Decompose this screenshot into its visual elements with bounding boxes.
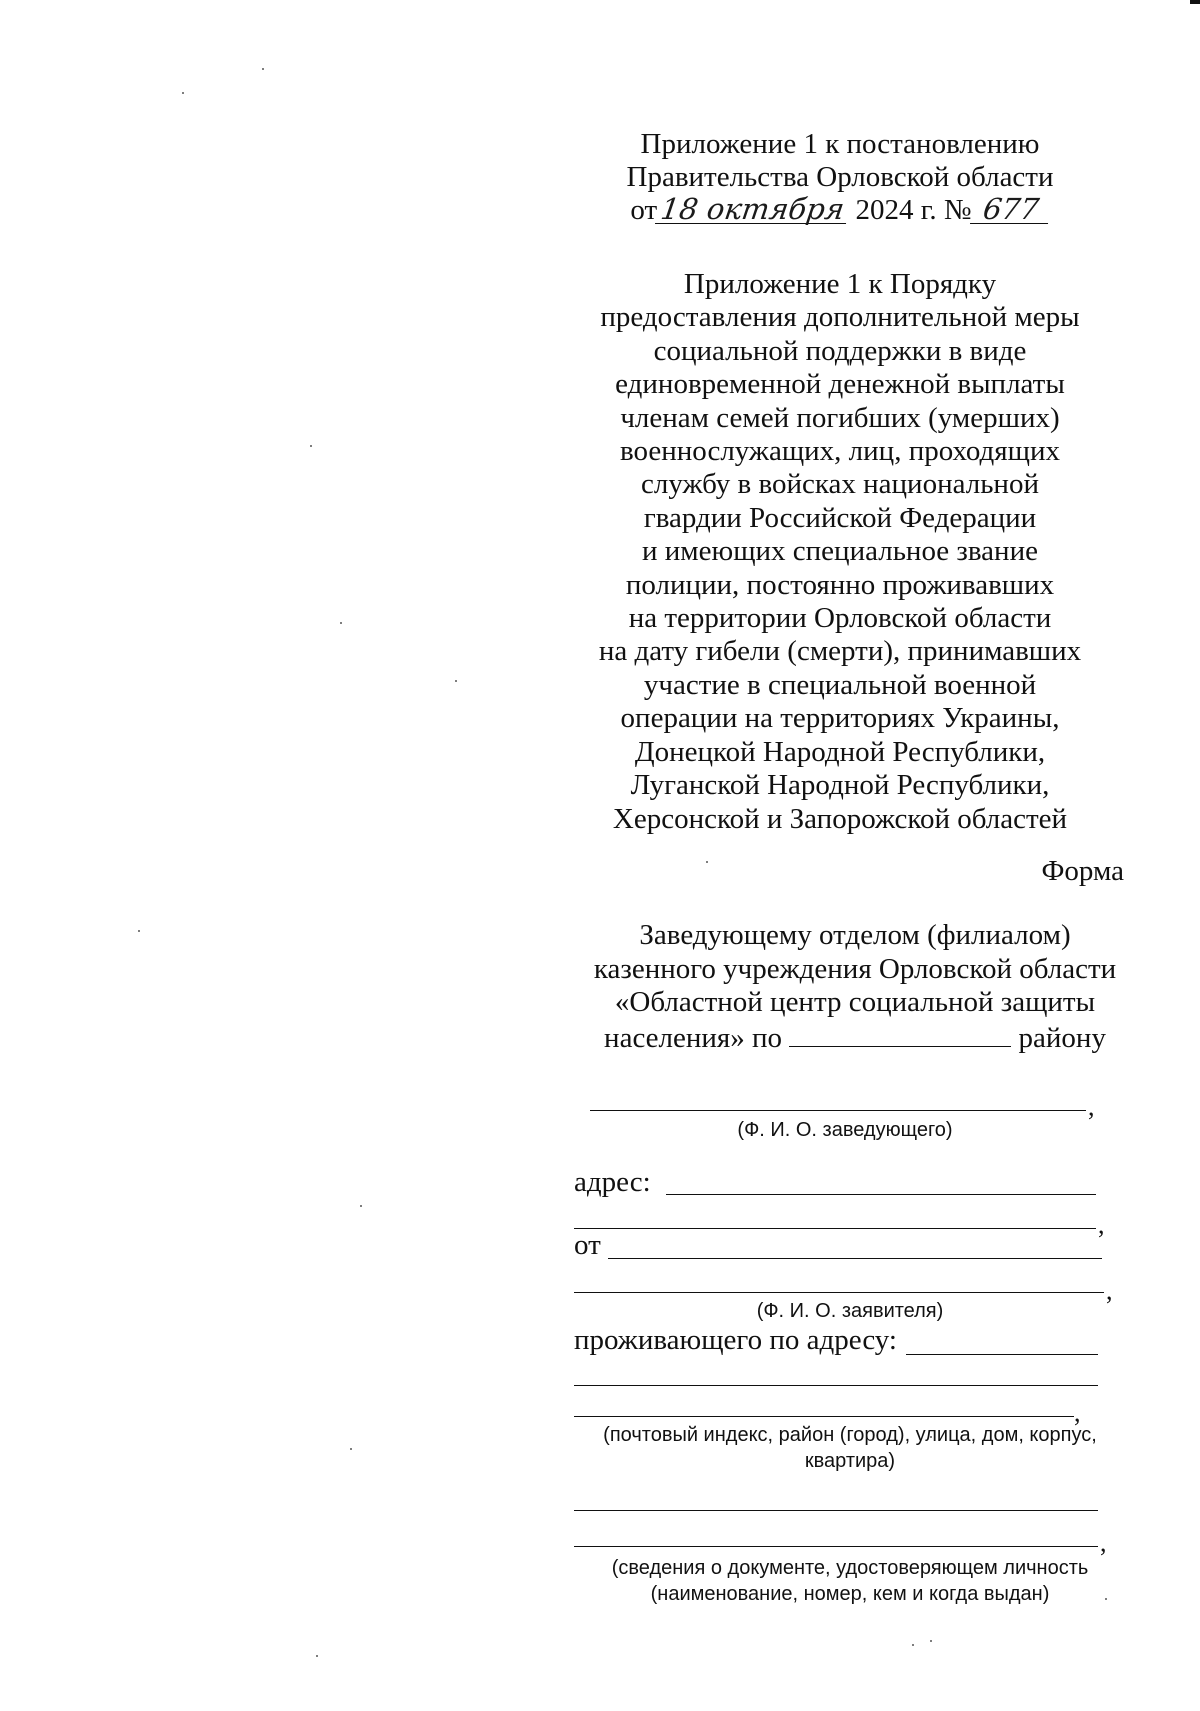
- comma: ,: [1100, 1528, 1107, 1557]
- scan-speck: [706, 861, 708, 863]
- header-date-line: [630, 194, 1049, 227]
- address-label: адрес:: [574, 1166, 651, 1198]
- id-caption-line-2: (наименование, номер, кем и когда выдан): [650, 1583, 1050, 1605]
- order-line: операции на территориях Украины,: [620, 702, 1060, 735]
- residence-field[interactable]: [906, 1354, 1098, 1355]
- date-prefix: от: [630, 194, 658, 226]
- scan-speck: [455, 680, 457, 682]
- order-line: военнослужащих, лиц, проходящих: [619, 435, 1060, 468]
- scan-speck: [930, 1640, 932, 1642]
- address-field[interactable]: [666, 1194, 1096, 1195]
- order-line: членам семей погибших (умерших): [620, 401, 1060, 434]
- applicant-caption: (Ф. И. О. заявителя): [756, 1300, 944, 1322]
- comma: ,: [1074, 1398, 1081, 1427]
- applicant-name-field[interactable]: [608, 1258, 1102, 1259]
- addressee-line-4: [570, 1020, 1140, 1056]
- scan-speck: [316, 1655, 318, 1657]
- order-line: Херсонской и Запорожской областей: [612, 802, 1068, 835]
- order-line: социальной поддержки в виде: [653, 334, 1027, 367]
- addressee-line-4-suffix: району: [1018, 1021, 1106, 1054]
- form-label: Форма: [1041, 855, 1124, 887]
- addressee-line-4-prefix: населения» по: [604, 1021, 783, 1054]
- applicant-name-field-line-2[interactable]: [574, 1292, 1104, 1293]
- order-line: Луганской Народной Республики,: [630, 769, 1050, 802]
- postal-caption-line-2: квартира): [804, 1450, 896, 1472]
- residence-field-line-3[interactable]: [574, 1416, 1074, 1417]
- addressee-block: [570, 919, 1140, 1055]
- header-line-2: Правительства Орловской области: [626, 161, 1054, 193]
- scan-speck: [310, 445, 312, 447]
- comma: ,: [1098, 1210, 1105, 1239]
- comma: ,: [1106, 1276, 1113, 1305]
- handwritten-number: 677: [970, 195, 1052, 224]
- header-line-1: Приложение 1 к постановлению: [640, 128, 1040, 160]
- head-name-caption: (Ф. И. О. заведующего): [737, 1119, 953, 1141]
- order-line: гвардии Российской Федерации: [643, 501, 1037, 534]
- order-line: службу в войсках национальной: [641, 468, 1039, 501]
- scan-speck: [350, 1448, 352, 1450]
- scan-speck: [340, 622, 342, 624]
- residence-field-line-2[interactable]: [574, 1385, 1098, 1386]
- district-field[interactable]: [789, 1020, 1011, 1047]
- scan-edge-mark: [1190, 0, 1200, 4]
- resolution-appendix-header: [590, 128, 1090, 227]
- order-line: и имеющих специальное звание: [642, 535, 1038, 568]
- id-caption-line-1: (сведения о документе, удостоверяющем личность: [611, 1557, 1089, 1579]
- date-year: 2024 г. №: [855, 194, 972, 226]
- residing-label: проживающего по адресу:: [574, 1324, 897, 1356]
- id-caption: [580, 1555, 1120, 1607]
- address-field-line-2[interactable]: [574, 1228, 1096, 1229]
- scan-speck: [360, 1205, 362, 1207]
- addressee-line-1: Заведующему отделом (филиалом): [639, 919, 1071, 951]
- order-line: на дату гибели (смерти), принимавших: [598, 635, 1082, 668]
- order-line: предоставления дополнительной меры: [600, 301, 1080, 334]
- id-document-field-line-2[interactable]: [574, 1546, 1098, 1547]
- postal-caption-line-1: (почтовый индекс, район (город), улица, дом, корпус,: [603, 1424, 1097, 1446]
- from-label: от: [574, 1229, 601, 1261]
- addressee-line-3: «Областной центр социальной защиты: [614, 986, 1096, 1018]
- id-document-field[interactable]: [574, 1510, 1098, 1511]
- comma: ,: [1088, 1092, 1095, 1121]
- scan-speck: [912, 1644, 914, 1646]
- order-appendix-block: [588, 268, 1092, 836]
- head-name-field[interactable]: [590, 1110, 1086, 1111]
- order-line: единовременной денежной выплаты: [615, 368, 1065, 401]
- order-line: участие в специальной военной: [643, 668, 1037, 701]
- order-line: Приложение 1 к Порядку: [683, 268, 997, 300]
- postal-caption: [580, 1422, 1120, 1474]
- scan-speck: [262, 68, 264, 70]
- handwritten-date: 18 октября: [655, 195, 850, 224]
- addressee-line-2: казенного учреждения Орловской области: [593, 952, 1117, 985]
- order-line: Донецкой Народной Республики,: [634, 735, 1046, 768]
- order-line: на территории Орловской области: [628, 602, 1052, 635]
- scan-speck: [182, 92, 184, 94]
- scan-speck: [138, 930, 140, 932]
- order-line: полиции, постоянно проживавших: [625, 568, 1055, 601]
